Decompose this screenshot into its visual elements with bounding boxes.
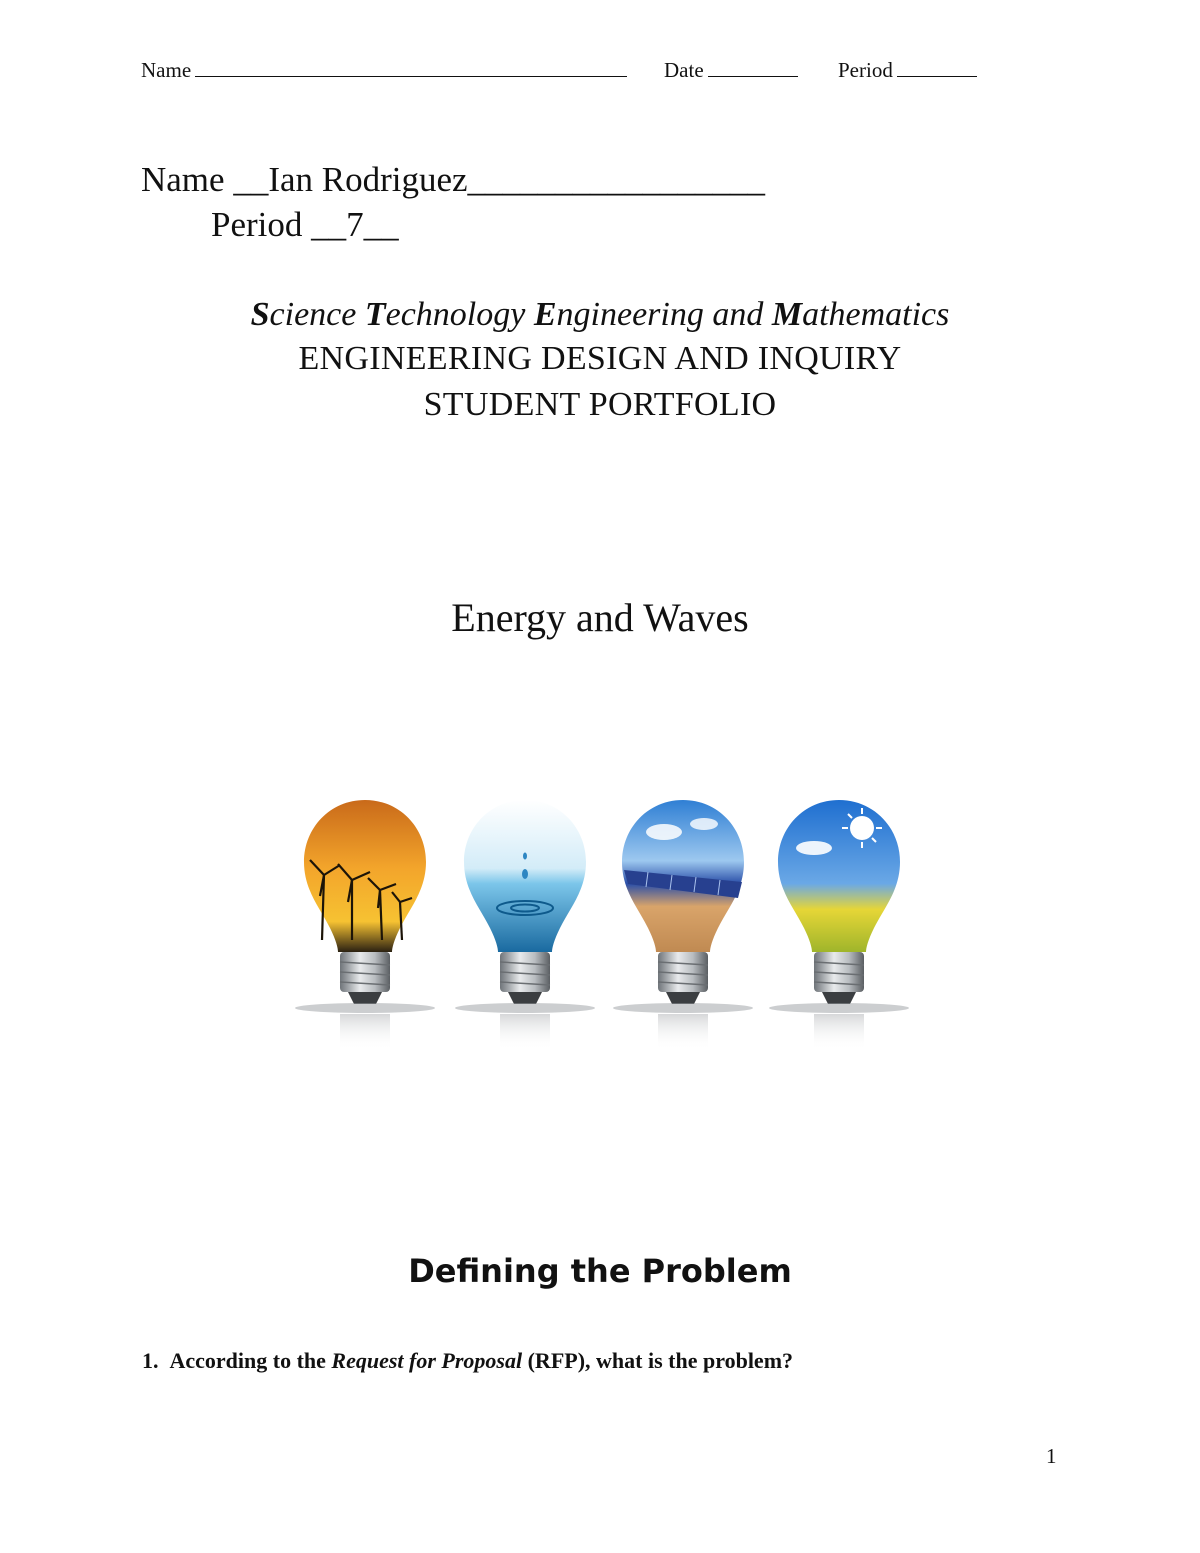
bulb-solar — [613, 800, 753, 1050]
header-name-field — [141, 58, 627, 83]
stem-initial-t: T — [364, 296, 386, 333]
header-name-label: Name — [141, 58, 192, 82]
title-line-2: ENGINEERING DESIGN AND INQUIRY — [298, 340, 902, 377]
header-date-field — [664, 58, 798, 83]
student-period: Period __7__ — [211, 205, 399, 244]
stem-word-mathematics: athematics — [802, 296, 950, 333]
header-period-blank — [897, 58, 977, 77]
lightbulbs-icon — [290, 790, 910, 1060]
stem-initial-m: M — [771, 296, 803, 333]
student-name: Name __Ian Rodriguez_________________ — [141, 160, 766, 199]
bulb-sun-field — [769, 800, 909, 1050]
question-1 — [142, 1348, 793, 1374]
stem-word-science: cience — [269, 296, 357, 333]
bulb-water — [455, 800, 595, 1050]
stem-initial-s: S — [250, 296, 270, 333]
page-number: 1 — [1046, 1444, 1057, 1468]
stem-initial-e: E — [533, 296, 557, 333]
title-line-3: STUDENT PORTFOLIO — [423, 386, 777, 423]
header-name-blank — [195, 58, 627, 77]
stem-title — [0, 296, 1200, 334]
stem-word-and: and — [712, 296, 764, 333]
bulb-wind — [295, 800, 435, 1050]
header-period-label: Period — [838, 58, 893, 82]
header-period-field — [838, 58, 977, 83]
question-1-number: 1. — [142, 1348, 159, 1373]
question-1-text-before: According to the — [169, 1348, 332, 1373]
question-1-text-italic: Request for Proposal — [331, 1348, 523, 1373]
section-heading: Defining the Problem — [408, 1252, 792, 1290]
header-date-blank — [708, 58, 798, 77]
question-1-text-after: (RFP), what is the problem? — [522, 1348, 794, 1373]
stem-word-technology: echnology — [385, 296, 526, 333]
topic-title: Energy and Waves — [451, 595, 749, 640]
header-date-label: Date — [664, 58, 704, 82]
stem-word-engineering: ngineering — [556, 296, 704, 333]
